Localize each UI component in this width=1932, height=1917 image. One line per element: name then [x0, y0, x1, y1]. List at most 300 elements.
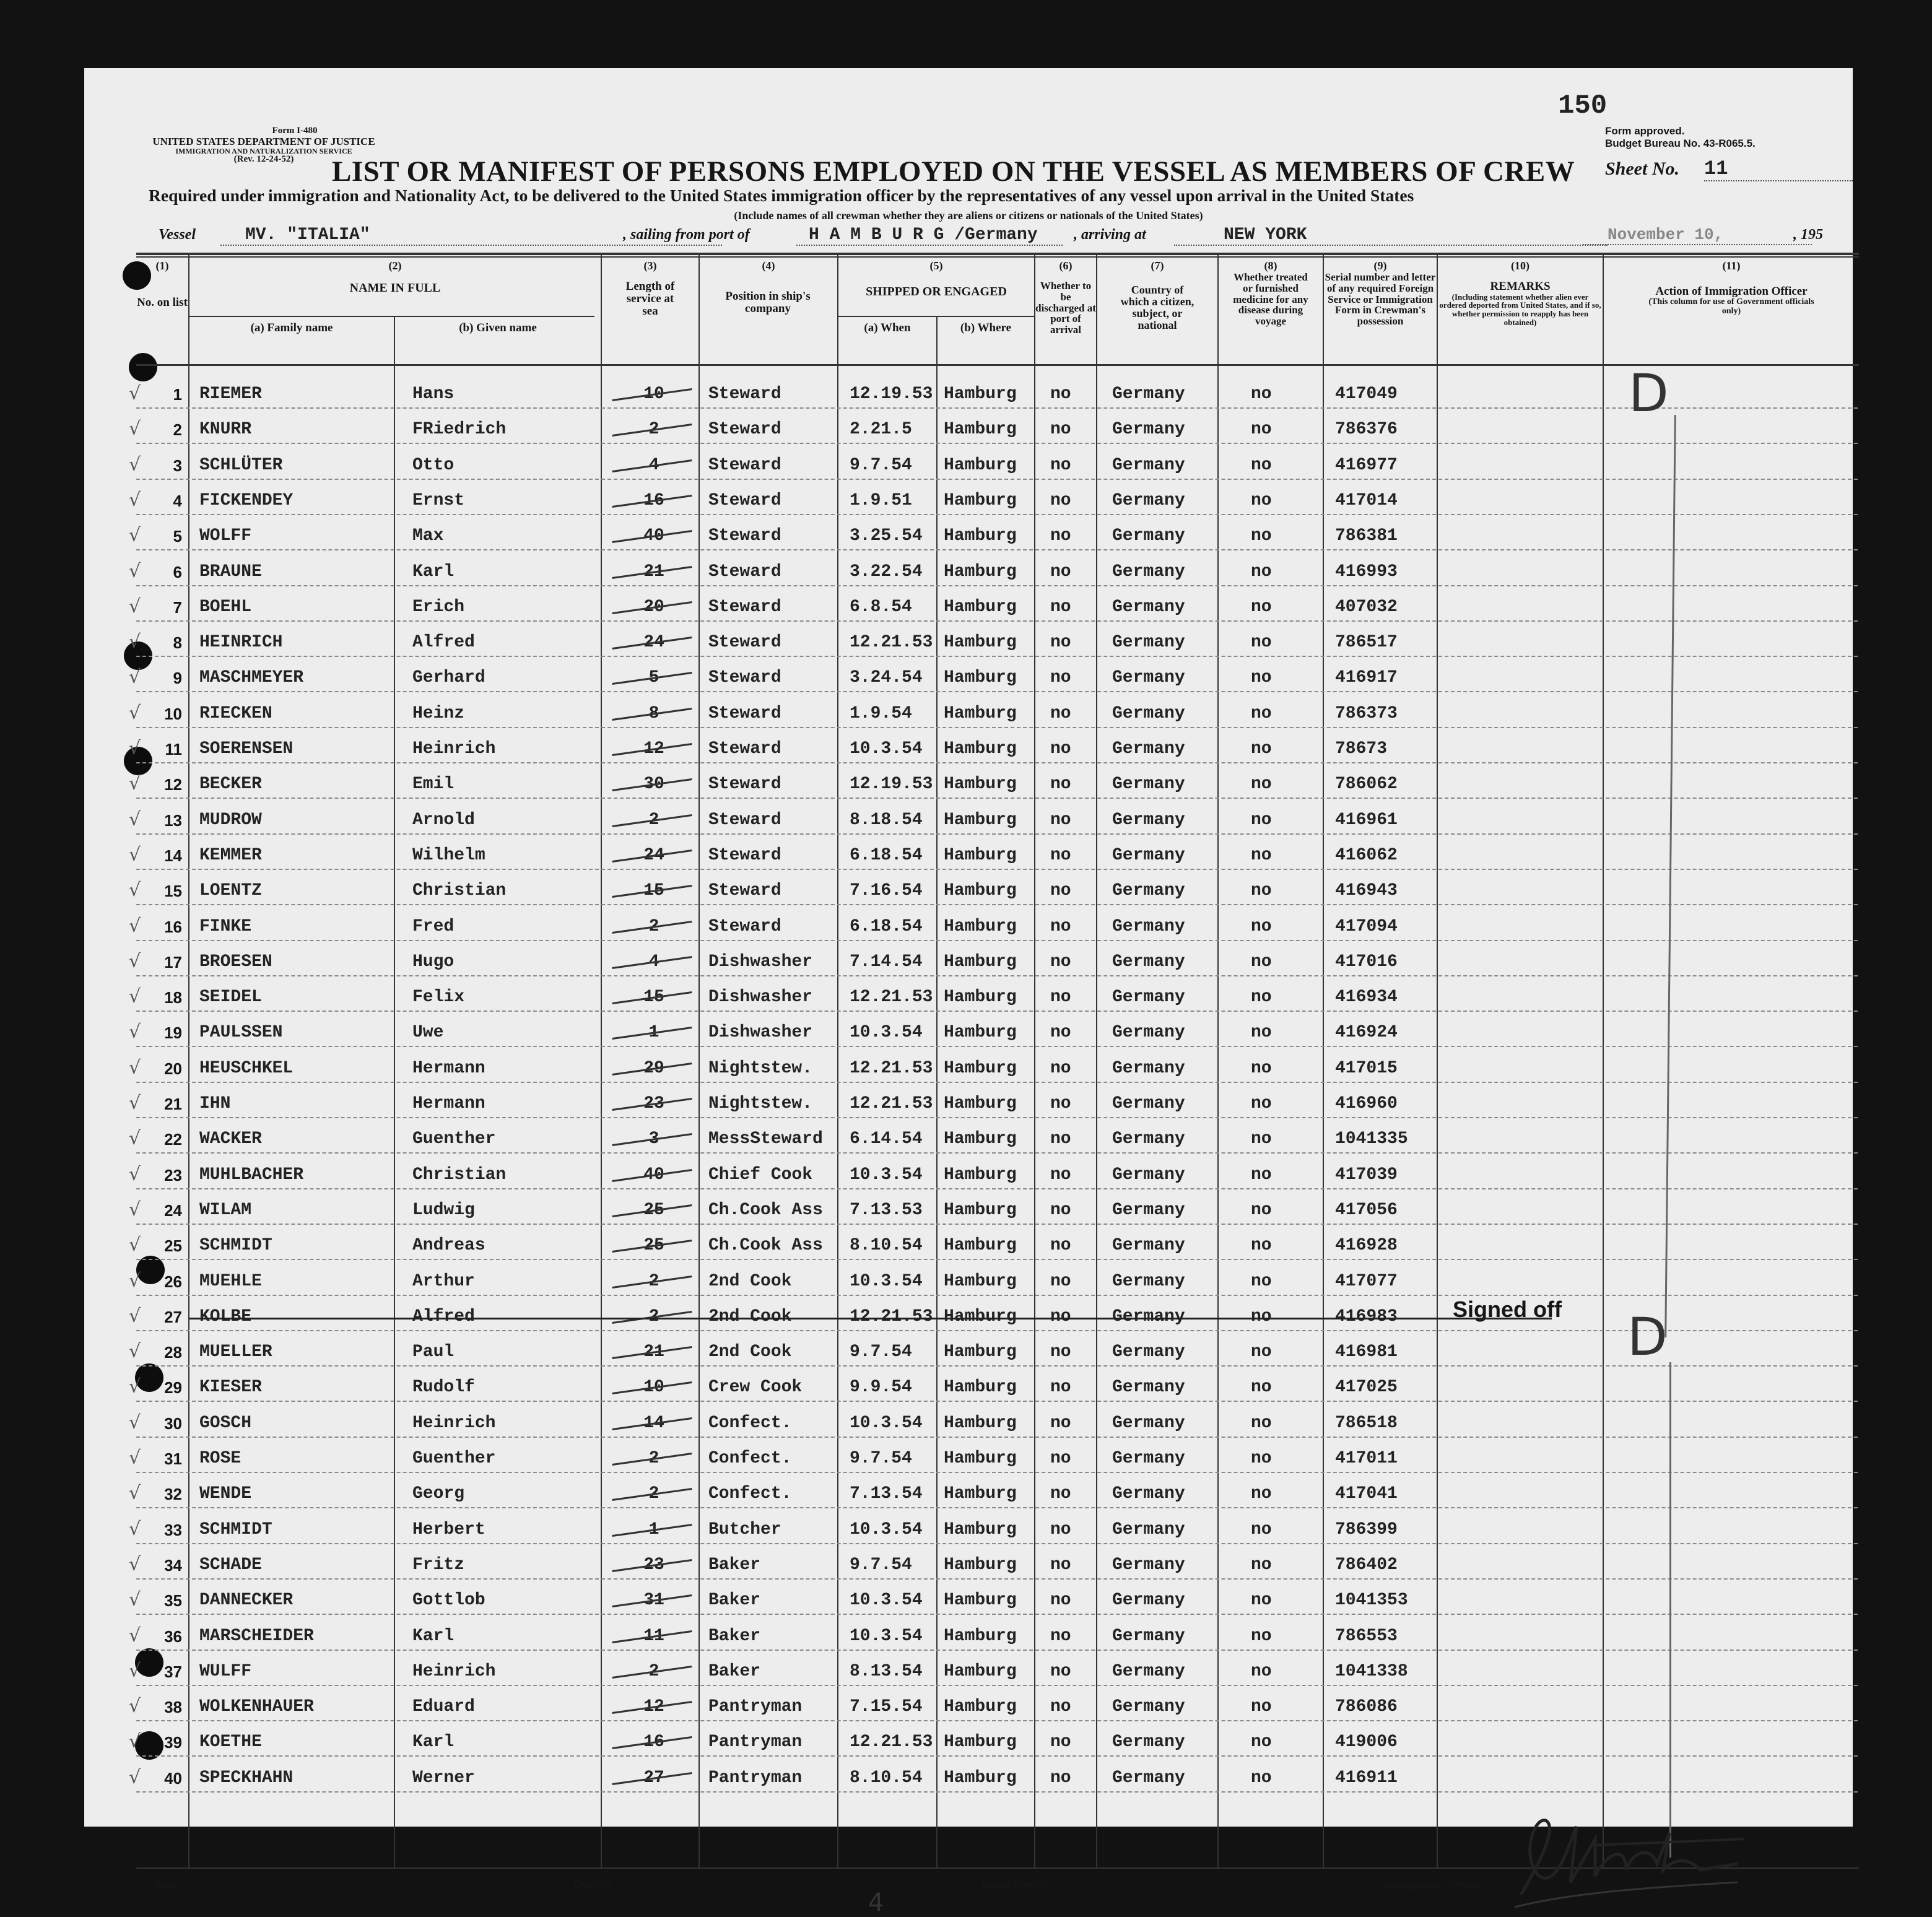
row-number: 19 — [164, 1024, 182, 1043]
country: Germany — [1112, 1200, 1185, 1220]
country: Germany — [1112, 1236, 1185, 1256]
country: Germany — [1112, 703, 1185, 723]
shipped-when: 9.7.54 — [850, 455, 912, 475]
shipped-when: 8.18.54 — [850, 810, 923, 830]
row-rule — [136, 975, 1858, 976]
given-name: Arthur — [412, 1271, 475, 1291]
medicine: no — [1251, 1129, 1272, 1149]
medicine: no — [1251, 1413, 1272, 1433]
row-rule — [136, 798, 1858, 799]
shipped-where: Hamburg — [944, 1484, 1017, 1504]
medicine: no — [1251, 1378, 1272, 1398]
row-number: 1 — [173, 385, 182, 404]
row-rule — [136, 1046, 1858, 1047]
col2-number: (2) — [388, 259, 402, 272]
serial-number: 416993 — [1335, 562, 1398, 581]
given-name: Max — [412, 526, 444, 546]
col9-label: Serial number and letter of any required Foreign Service or Immigration Form in Crewman's possession — [1325, 271, 1436, 328]
country: Germany — [1112, 1732, 1185, 1752]
family-name: SOERENSEN — [199, 739, 294, 759]
shipped-when: 9.7.54 — [850, 1449, 912, 1468]
family-name: KIESER — [199, 1378, 262, 1398]
discharged: no — [1050, 739, 1071, 759]
position: Crew Cook — [708, 1378, 803, 1398]
medicine: no — [1251, 1306, 1272, 1326]
position: 2nd Cook — [708, 1271, 792, 1291]
given-name: Karl — [412, 562, 455, 581]
serial-number: 419006 — [1335, 1732, 1398, 1752]
check-mark-icon: √ — [129, 524, 141, 547]
family-name: BRAUNE — [199, 562, 262, 581]
shipped-where: Hamburg — [944, 916, 1017, 936]
row-rule — [136, 1188, 1858, 1189]
country: Germany — [1112, 597, 1185, 617]
serial-number: 786062 — [1335, 775, 1398, 794]
service-length: 15 — [643, 881, 664, 901]
row-number: 18 — [164, 988, 182, 1007]
family-name: SCHMIDT — [199, 1519, 272, 1539]
row-rule — [136, 1685, 1858, 1686]
remark: Signed off — [1453, 1296, 1562, 1322]
country: Germany — [1112, 1129, 1185, 1149]
discharged: no — [1050, 420, 1071, 440]
row-rule — [136, 1755, 1858, 1757]
position: Steward — [708, 739, 781, 759]
family-name: MUELLER — [199, 1342, 272, 1362]
medicine: no — [1251, 1661, 1272, 1681]
family-name: SCHADE — [199, 1555, 262, 1575]
shipped-when: 6.8.54 — [850, 597, 912, 617]
col7-number: (7) — [1151, 259, 1164, 272]
family-name: FINKE — [199, 916, 252, 936]
given-name: Heinz — [412, 703, 465, 723]
row-number: 35 — [164, 1591, 182, 1611]
position: Baker — [708, 1661, 761, 1681]
check-mark-icon: √ — [129, 1731, 141, 1753]
medicine: no — [1251, 1200, 1272, 1220]
shipped-when: 6.18.54 — [850, 916, 923, 936]
shipped-where: Hamburg — [944, 988, 1017, 1007]
row-number: 15 — [164, 882, 182, 901]
shipped-where: Hamburg — [944, 1591, 1017, 1611]
row-rule — [136, 585, 1858, 586]
family-name: BOEHL — [199, 597, 252, 617]
arrival-port: NEW YORK — [1174, 225, 1608, 246]
check-mark-icon: √ — [129, 1092, 141, 1114]
page-title: LIST OR MANIFEST OF PERSONS EMPLOYED ON THE VESSEL AS MEMBERS OF CREW — [332, 155, 1575, 188]
row-rule — [136, 1437, 1858, 1438]
discharged: no — [1050, 1236, 1071, 1256]
row-number: 23 — [164, 1165, 182, 1185]
row-rule — [136, 1082, 1858, 1083]
discharged: no — [1050, 1732, 1071, 1752]
shipped-when: 7.15.54 — [850, 1697, 923, 1717]
row-number: 3 — [173, 456, 182, 475]
service-length: 2 — [648, 1271, 659, 1291]
row-rule — [136, 1720, 1858, 1721]
position: Steward — [708, 668, 781, 688]
shipped-where: Hamburg — [944, 775, 1017, 794]
service-length: 11 — [643, 1626, 664, 1646]
sheet-label: Sheet No. — [1605, 159, 1679, 179]
country: Germany — [1112, 562, 1185, 581]
family-name: SPECKHAHN — [199, 1768, 294, 1788]
given-name: FRiedrich — [412, 420, 507, 440]
shipped-where: Hamburg — [944, 810, 1017, 830]
given-name: Heinrich — [412, 739, 496, 759]
family-name: HEINRICH — [199, 633, 283, 653]
row-number: 38 — [164, 1698, 182, 1717]
family-name: RIEMER — [199, 385, 262, 404]
check-mark-icon: √ — [129, 1056, 141, 1079]
discharged: no — [1050, 1378, 1071, 1398]
serial-number: 417041 — [1335, 1484, 1398, 1504]
action-bracket-line-2 — [1669, 1362, 1671, 1858]
position: Confect. — [708, 1413, 792, 1433]
country: Germany — [1112, 1626, 1185, 1646]
family-name: SEIDEL — [199, 988, 262, 1007]
row-rule — [136, 1295, 1858, 1296]
family-name: MUDROW — [199, 810, 262, 830]
row-number: 5 — [173, 527, 182, 546]
position: Baker — [708, 1555, 761, 1575]
shipped-where: Hamburg — [944, 1519, 1017, 1539]
approval-line-2: Budget Bureau No. 43-R065.5. — [1605, 137, 1756, 150]
discharged: no — [1050, 1768, 1071, 1788]
country: Germany — [1112, 668, 1185, 688]
col6-number: (6) — [1059, 259, 1073, 272]
medicine: no — [1251, 562, 1272, 581]
shipped-when: 8.13.54 — [850, 1661, 923, 1681]
given-name: Christian — [412, 881, 507, 901]
family-name: BECKER — [199, 775, 262, 794]
country: Germany — [1112, 1378, 1185, 1398]
country: Germany — [1112, 1165, 1185, 1185]
medicine: no — [1251, 881, 1272, 901]
col5b-header: (b) Where — [960, 321, 1012, 334]
vessel-name: MV. "ITALIA" — [220, 225, 722, 246]
shipped-when: 8.10.54 — [850, 1236, 923, 1256]
country: Germany — [1112, 739, 1185, 759]
discharged: no — [1050, 1129, 1071, 1149]
serial-number: 416983 — [1335, 1306, 1398, 1326]
position: Dishwasher — [708, 952, 813, 972]
shipped-where: Hamburg — [944, 490, 1017, 510]
discharged: no — [1050, 1697, 1071, 1717]
row-number: 29 — [164, 1378, 182, 1398]
family-name: KOLBE — [199, 1306, 252, 1326]
row-rule — [136, 656, 1858, 657]
row-number: 27 — [164, 1307, 182, 1326]
medicine: no — [1251, 1449, 1272, 1468]
revision-date: (Rev. 12-24-52) — [233, 154, 294, 165]
given-name: Alfred — [412, 633, 475, 653]
serial-number: 786517 — [1335, 633, 1398, 653]
check-mark-icon: √ — [129, 383, 141, 404]
shipped-where: Hamburg — [944, 703, 1017, 723]
discharged: no — [1050, 952, 1071, 972]
serial-number: 416917 — [1335, 668, 1398, 688]
shipped-where: Hamburg — [944, 739, 1017, 759]
given-name: Wilhelm — [412, 845, 485, 865]
col5-label: SHIPPED OR ENGAGED — [866, 284, 1007, 298]
row-number: 31 — [164, 1450, 182, 1468]
service-length: 4 — [648, 952, 659, 972]
family-name: WACKER — [199, 1129, 262, 1149]
country: Germany — [1112, 988, 1185, 1007]
medicine: no — [1251, 1732, 1272, 1752]
check-mark-icon: √ — [129, 1198, 141, 1220]
footer-line-label: Line — [156, 1879, 178, 1890]
row-number: 16 — [164, 917, 182, 936]
position: Pantryman — [708, 1732, 803, 1752]
check-mark-icon: √ — [129, 1624, 141, 1646]
service-length: 16 — [643, 1732, 664, 1752]
shipped-when: 8.10.54 — [850, 1768, 923, 1788]
service-length: 23 — [643, 1555, 664, 1575]
shipped-where: Hamburg — [944, 1165, 1017, 1185]
serial-number: 417015 — [1335, 1058, 1398, 1078]
serial-number: 416928 — [1335, 1236, 1398, 1256]
family-name: KNURR — [199, 420, 252, 440]
shipped-when: 10.3.54 — [850, 1413, 923, 1433]
discharged: no — [1050, 988, 1071, 1007]
discharged: no — [1050, 1555, 1071, 1575]
service-length: 25 — [643, 1236, 664, 1256]
row-number: 34 — [164, 1555, 182, 1575]
check-mark-icon: √ — [129, 1234, 141, 1256]
row-number: 20 — [164, 1059, 182, 1078]
row-rule — [136, 727, 1858, 728]
country: Germany — [1112, 1306, 1185, 1326]
shipped-where: Hamburg — [944, 455, 1017, 475]
row-rule — [136, 407, 1858, 409]
row-number: 26 — [164, 1272, 182, 1291]
position: Nightstew. — [708, 1058, 813, 1078]
given-name: Hermann — [412, 1094, 485, 1113]
row-rule — [136, 762, 1858, 763]
action-mark-2: D — [1627, 1306, 1668, 1367]
position: Steward — [708, 916, 781, 936]
row-rule — [136, 1650, 1858, 1651]
country: Germany — [1112, 455, 1185, 475]
discharged: no — [1050, 1200, 1071, 1220]
shipped-where: Hamburg — [944, 1236, 1017, 1256]
row-number: 28 — [164, 1343, 182, 1362]
row-number: 25 — [164, 1237, 182, 1256]
row-number: 6 — [173, 562, 182, 581]
row-rule — [136, 1472, 1858, 1473]
position: Steward — [708, 455, 781, 475]
shipped-when: 3.22.54 — [850, 562, 923, 581]
service-length: 12 — [643, 1697, 664, 1717]
family-name: MUEHLE — [199, 1271, 262, 1291]
service-length: 20 — [643, 597, 664, 617]
medicine: no — [1251, 810, 1272, 830]
strike-line — [189, 1318, 1552, 1319]
shipped-when: 2.21.5 — [850, 420, 912, 440]
col7-label: Country of which a citizen, subject, or national — [1120, 283, 1194, 331]
col3-label: Length of service at sea — [625, 279, 675, 318]
given-name: Paul — [412, 1342, 455, 1362]
position: Steward — [708, 845, 781, 865]
shipped-when: 10.3.54 — [850, 1271, 923, 1291]
country: Germany — [1112, 1591, 1185, 1611]
position: MessSteward — [708, 1129, 823, 1149]
row-number: 7 — [173, 598, 182, 617]
service-length: 10 — [643, 385, 664, 404]
col10-note: (Including statement whether alien ever ordered deported from United States, and if so, whether permission to reapply has been obtained) — [1439, 292, 1601, 327]
given-name: Alfred — [412, 1306, 475, 1326]
check-mark-icon: √ — [129, 1376, 141, 1398]
service-length: 2 — [648, 420, 659, 440]
service-length: 2 — [648, 1661, 659, 1681]
shipped-where: Hamburg — [944, 385, 1017, 404]
discharged: no — [1050, 1519, 1071, 1539]
shipped-when: 10.3.54 — [850, 1591, 923, 1611]
serial-number: 786376 — [1335, 420, 1398, 440]
shipped-when: 6.14.54 — [850, 1129, 923, 1149]
shipped-where: Hamburg — [944, 1058, 1017, 1078]
footer-agents-label: Local Agents — [982, 1879, 1048, 1890]
row-number: 30 — [164, 1414, 182, 1433]
country: Germany — [1112, 385, 1185, 404]
serial-number: 417025 — [1335, 1378, 1398, 1398]
shipped-when: 12.21.53 — [850, 1732, 933, 1752]
shipped-when: 12.19.53 — [850, 385, 933, 404]
medicine: no — [1251, 845, 1272, 865]
col1-label: No. on list — [137, 295, 188, 309]
serial-number: 416924 — [1335, 1023, 1398, 1043]
service-length: 2 — [648, 810, 659, 830]
country: Germany — [1112, 1449, 1185, 1468]
position: Butcher — [708, 1519, 781, 1539]
serial-number: 417011 — [1335, 1449, 1398, 1468]
given-name: Karl — [412, 1732, 455, 1752]
row-rule — [136, 1152, 1858, 1154]
serial-number: 417094 — [1335, 916, 1398, 936]
family-name: WILAM — [199, 1200, 252, 1220]
row-rule — [136, 1578, 1858, 1580]
country: Germany — [1112, 775, 1185, 794]
given-name: Andreas — [412, 1236, 485, 1256]
serial-number: 786399 — [1335, 1519, 1398, 1539]
check-mark-icon: √ — [129, 1163, 141, 1185]
serial-number: 417056 — [1335, 1200, 1398, 1220]
shipped-when: 1.9.51 — [850, 490, 912, 510]
service-length: 15 — [643, 988, 664, 1007]
check-mark-icon: √ — [129, 950, 141, 972]
medicine: no — [1251, 1342, 1272, 1362]
shipped-where: Hamburg — [944, 668, 1017, 688]
medicine: no — [1251, 597, 1272, 617]
country: Germany — [1112, 916, 1185, 936]
country: Germany — [1112, 1555, 1185, 1575]
shipped-where: Hamburg — [944, 1023, 1017, 1043]
row-number: 10 — [164, 704, 182, 723]
service-length: 16 — [643, 490, 664, 510]
shipped-where: Hamburg — [944, 1200, 1017, 1220]
check-mark-icon: √ — [129, 1659, 141, 1682]
service-length: 2 — [648, 1449, 659, 1468]
serial-number: 78673 — [1335, 739, 1388, 759]
shipped-where: Hamburg — [944, 1094, 1017, 1113]
position: Pantryman — [708, 1697, 803, 1717]
family-name: PAULSSEN — [199, 1023, 283, 1043]
row-rule — [136, 549, 1858, 550]
country: Germany — [1112, 1768, 1185, 1788]
position: Steward — [708, 526, 781, 546]
manifest-sheet — [84, 68, 1853, 1917]
service-length: 1 — [648, 1519, 659, 1539]
position: Pantryman — [708, 1768, 803, 1788]
row-rule — [136, 1543, 1858, 1544]
medicine: no — [1251, 385, 1272, 404]
col6-label: Whether to be discharged at port of arrival — [1035, 279, 1096, 336]
country: Germany — [1112, 1094, 1185, 1113]
check-mark-icon: √ — [129, 1695, 141, 1718]
sheet-number: 11 — [1704, 157, 1853, 181]
discharged: no — [1050, 385, 1071, 404]
discharged: no — [1050, 1094, 1071, 1113]
shipped-when: 3.24.54 — [850, 668, 923, 688]
footer-owners-label: Owners — [573, 1879, 612, 1890]
shipped-where: Hamburg — [944, 1732, 1017, 1752]
check-mark-icon: √ — [129, 666, 141, 689]
action-mark-1: D — [1629, 363, 1669, 424]
check-mark-icon: √ — [129, 986, 141, 1008]
medicine: no — [1251, 916, 1272, 936]
row-rule — [136, 443, 1858, 444]
position: 2nd Cook — [708, 1306, 792, 1326]
service-length: 21 — [643, 1342, 664, 1362]
medicine: no — [1251, 455, 1272, 475]
country: Germany — [1112, 881, 1185, 901]
position: Ch.Cook Ass — [708, 1236, 823, 1256]
position: Steward — [708, 775, 781, 794]
serial-number: 786381 — [1335, 526, 1398, 546]
given-name: Fred — [412, 916, 455, 936]
row-rule — [136, 1365, 1858, 1367]
col2-label: NAME IN FULL — [349, 280, 441, 295]
shipped-where: Hamburg — [944, 1768, 1017, 1788]
medicine: no — [1251, 1023, 1272, 1043]
row-number: 24 — [164, 1201, 182, 1220]
country: Germany — [1112, 1023, 1185, 1043]
family-name: WULFF — [199, 1661, 252, 1681]
shipped-when: 9.9.54 — [850, 1378, 912, 1398]
given-name: Heinrich — [412, 1413, 496, 1433]
position: Steward — [708, 633, 781, 653]
country: Germany — [1112, 952, 1185, 972]
check-mark-icon: √ — [129, 702, 141, 724]
serial-number: 416981 — [1335, 1342, 1398, 1362]
given-name: Eduard — [412, 1697, 475, 1717]
service-length: 40 — [643, 526, 664, 546]
col2a-header: (a) Family name — [250, 321, 333, 334]
row-number: 13 — [164, 811, 182, 830]
country: Germany — [1112, 1342, 1185, 1362]
service-length: 2 — [648, 1306, 659, 1326]
medicine: no — [1251, 1094, 1272, 1113]
shipped-when: 12.19.53 — [850, 775, 933, 794]
row-number: 11 — [165, 740, 182, 759]
approval-line-1: Form approved. — [1605, 125, 1685, 137]
medicine: no — [1251, 1165, 1272, 1185]
shipped-where: Hamburg — [944, 845, 1017, 865]
row-number: 4 — [173, 491, 182, 510]
given-name: Herbert — [412, 1519, 485, 1539]
